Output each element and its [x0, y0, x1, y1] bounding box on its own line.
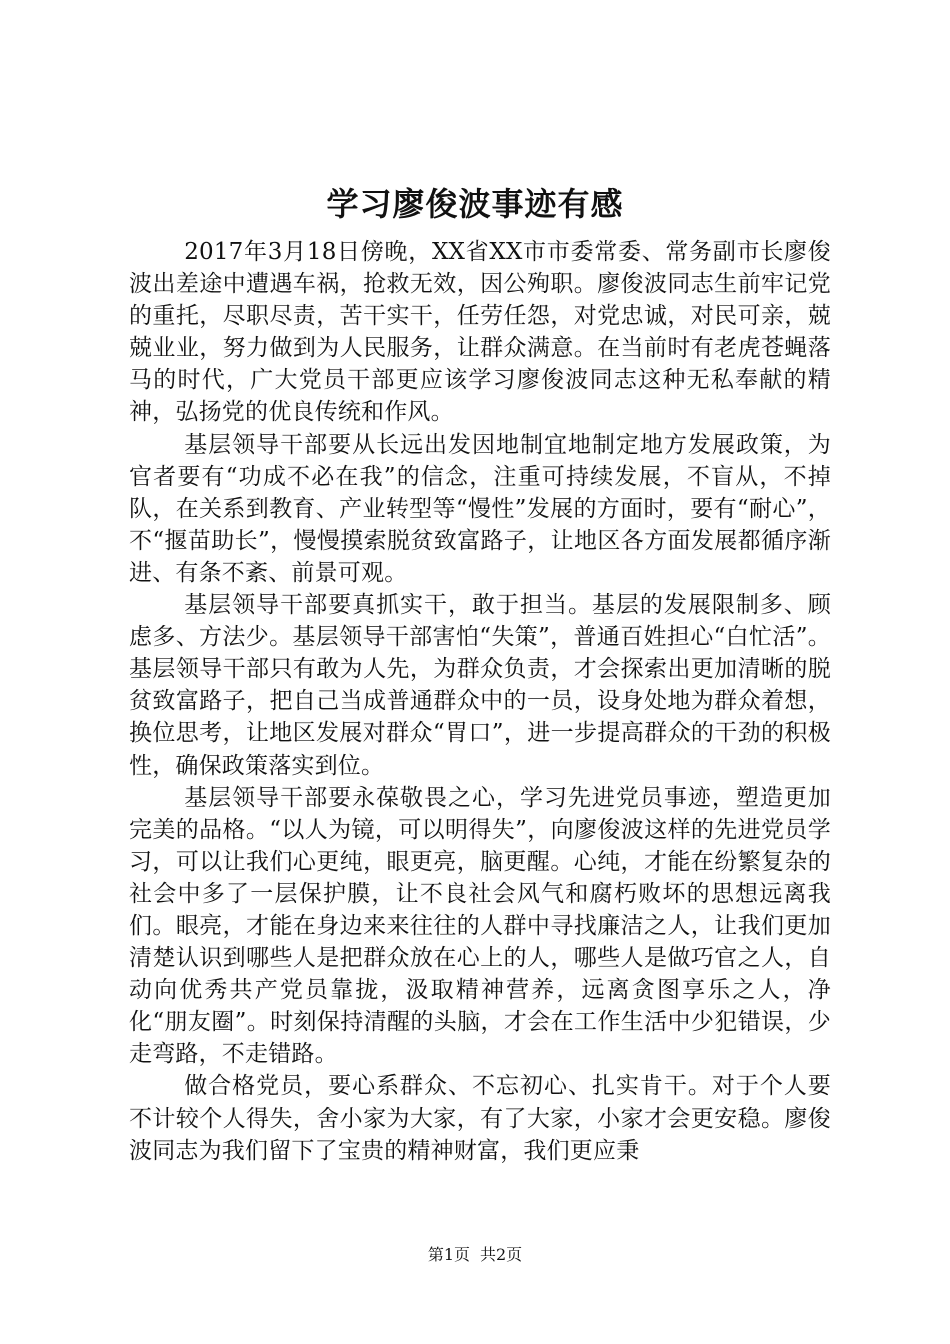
page-footer — [0, 1245, 950, 1265]
paragraph-4: 基层领导干部要永葆敬畏之心，学习先进党员事迹，塑造更加完美的品格。“以人为镜，可以明得失”，向廖俊波这样的先进党员学习，可以让我们心更纯，眼更亮，脑更醒。心纯，才能在纷繁复杂的社会中多了一层保护膜，让不良社会风气和腐朽败坏的思想远离我们。眼亮，才能在身边来来往往的人群中寻找廉洁之人，让我们更加清楚认识到哪些人是把群众放在心上的人，哪些人是做巧官之人，自动向优秀共产党员靠拢，汲取精神营养，远离贪图享乐之人，净化“朋友圈”。时刻保持清醒的头脑，才会在工作生活中少犯错误，少走弯路，不走错路。 — [129, 784, 831, 1068]
page-number-current: 第1页 — [427, 1245, 470, 1264]
document-title: 学习廖俊波事迹有感 — [326, 185, 624, 223]
paragraph-2: 基层领导干部要从长远出发因地制宜地制定地方发展政策，为官者要有“功成不必在我”的信念，注重可持续发展，不盲从，不掉队，在关系到教育、产业转型等“慢性”发展的方面时，要有“耐心”，不“揠苗助长”，慢慢摸索脱贫致富路子，让地区各方面发展都循序渐进、有条不紊、前景可观。 — [129, 431, 831, 586]
document-body — [129, 236, 831, 1167]
paragraph-5: 做合格党员，要心系群众、不忘初心、扎实肯干。对于个人要不计较个人得失，舍小家为大家，有了大家，小家才会更安稳。廖俊波同志为我们留下了宝贵的精神财富，我们更应秉 — [129, 1073, 831, 1164]
page-number-total: 共2页 — [480, 1245, 523, 1264]
paragraph-1: 2017年3月18日傍晚，XX省XX市市委常委、常务副市长廖俊波出差途中遭遇车祸，抢救无效，因公殉职。廖俊波同志生前牢记党的重托，尽职尽责，苦干实干，任劳任怨，对党忠诚，对民可亲，兢兢业业，努力做到为人民服务，让群众满意。在当前时有老虎苍蝇落马的时代，广大党员干部更应该学习廖俊波同志这种无私奉献的精神，弘扬党的优良传统和作风。 — [129, 239, 831, 426]
paragraph-3: 基层领导干部要真抓实干，敢于担当。基层的发展限制多、顾虑多、方法少。基层领导干部害怕“失策”，普通百姓担心“白忙活”。基层领导干部只有敢为人先，为群众负责，才会探索出更加清晰的脱贫致富路子，把自己当成普通群众中的一员，设身处地为群众着想，换位思考，让地区发展对群众“胃口”，进一步提高群众的干劲的积极性，确保政策落实到位。 — [129, 592, 831, 779]
